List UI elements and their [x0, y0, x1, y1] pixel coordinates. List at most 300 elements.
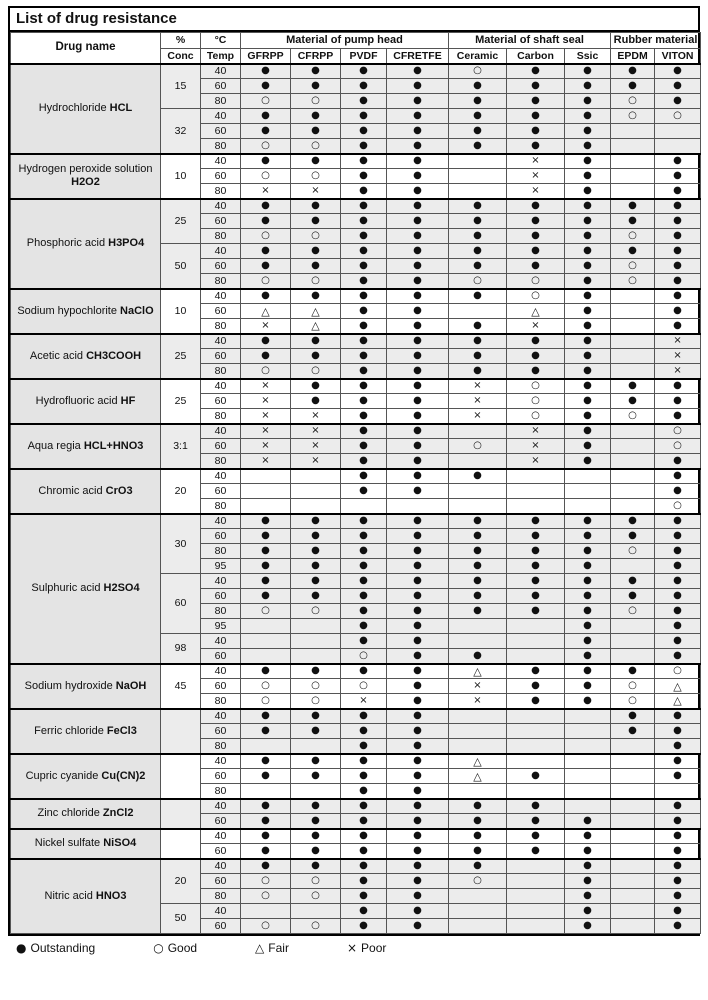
rating-cell: ● [449, 109, 507, 124]
pump-head-group-header: Material of pump head [241, 33, 449, 49]
rating-cell: ● [655, 814, 701, 829]
rating-cell [611, 439, 655, 454]
rating-cell: ● [241, 154, 291, 169]
rating-cell: ● [655, 574, 701, 589]
rating-cell: ● [611, 664, 655, 679]
shaft-seal-group-header: Material of shaft seal [449, 33, 611, 49]
rating-cell: ● [341, 829, 387, 844]
rating-cell: ● [387, 634, 449, 649]
temp-cell: 80 [201, 499, 241, 514]
rating-cell: ● [387, 304, 449, 319]
rating-cell: ○ [241, 889, 291, 904]
rating-cell: ● [241, 259, 291, 274]
rating-cell: ○ [449, 274, 507, 289]
rating-cell: ● [565, 574, 611, 589]
rating-cell: ● [449, 349, 507, 364]
rating-cell [507, 709, 565, 724]
rating-cell: ● [655, 274, 701, 289]
rating-cell: ● [341, 139, 387, 154]
temp-cell: 40 [201, 64, 241, 79]
temp-cell: 60 [201, 769, 241, 784]
conc-cell: 45 [161, 664, 201, 709]
temp-header: Temp [201, 48, 241, 64]
temp-cell: 80 [201, 604, 241, 619]
rating-cell [507, 469, 565, 484]
rating-cell: ○ [611, 544, 655, 559]
rating-cell [241, 904, 291, 919]
temp-cell: 60 [201, 439, 241, 454]
rating-cell: ● [341, 289, 387, 304]
rating-cell [611, 334, 655, 349]
rating-cell: ○ [241, 919, 291, 934]
rating-cell: × [291, 409, 341, 424]
rating-cell: ○ [291, 604, 341, 619]
fair-symbol: △ [255, 941, 265, 956]
rating-cell: × [507, 454, 565, 469]
rating-cell: ● [507, 364, 565, 379]
rating-cell: ● [341, 784, 387, 799]
table-row [11, 709, 701, 724]
rating-cell: ● [655, 244, 701, 259]
header-row-top [11, 33, 701, 49]
rating-cell: ● [565, 544, 611, 559]
rating-cell: ● [655, 514, 701, 529]
rating-cell: ● [387, 349, 449, 364]
rating-cell [241, 739, 291, 754]
drug-name-header: Drug name [11, 33, 161, 64]
rating-cell: ● [241, 799, 291, 814]
rating-cell: × [507, 154, 565, 169]
rating-cell: ○ [291, 139, 341, 154]
rating-cell: ● [449, 214, 507, 229]
rating-cell: × [449, 409, 507, 424]
rating-cell: ● [341, 574, 387, 589]
rating-cell: ● [655, 319, 701, 334]
rating-cell: ● [611, 394, 655, 409]
temp-cell: 40 [201, 334, 241, 349]
col-header-ssic: Ssic [565, 48, 611, 64]
rating-cell: ● [387, 469, 449, 484]
rating-cell: ○ [611, 94, 655, 109]
rating-cell: ● [449, 589, 507, 604]
rating-cell: ● [611, 709, 655, 724]
rating-cell [565, 484, 611, 499]
conc-cell: 30 [161, 514, 201, 574]
rating-cell: ● [387, 244, 449, 259]
rating-cell: ● [387, 439, 449, 454]
rating-cell [507, 619, 565, 634]
drug-name-cell: Hydrofluoric acid HF [11, 379, 161, 424]
rating-cell [611, 124, 655, 139]
good-symbol: ○ [153, 941, 164, 956]
rating-cell: ○ [507, 409, 565, 424]
rating-cell: ○ [449, 64, 507, 79]
rating-cell: ● [565, 154, 611, 169]
rating-cell: ● [241, 574, 291, 589]
rating-cell: ● [341, 799, 387, 814]
rating-cell: ● [241, 844, 291, 859]
rating-cell: ● [655, 919, 701, 934]
rating-cell: ● [241, 709, 291, 724]
rating-cell: ● [387, 109, 449, 124]
rating-cell: ○ [507, 379, 565, 394]
col-header-epdm: EPDM [611, 48, 655, 64]
rating-cell: ● [449, 559, 507, 574]
rating-cell: ● [507, 664, 565, 679]
rating-cell [507, 499, 565, 514]
rating-cell: ● [341, 529, 387, 544]
temp-cell: 60 [201, 394, 241, 409]
rating-cell: △ [241, 304, 291, 319]
rating-cell: ● [655, 799, 701, 814]
rating-cell: ● [565, 304, 611, 319]
rating-cell: ● [387, 124, 449, 139]
rating-cell: ○ [241, 874, 291, 889]
rating-cell: ● [387, 409, 449, 424]
rating-cell: ○ [611, 679, 655, 694]
legend [8, 936, 700, 955]
rating-cell: × [655, 364, 701, 379]
rating-cell: ● [291, 574, 341, 589]
rating-cell: ○ [341, 679, 387, 694]
temp-cell: 60 [201, 724, 241, 739]
poor-label: Poor [361, 941, 387, 956]
rating-cell: ● [387, 559, 449, 574]
rating-cell: ● [449, 334, 507, 349]
conc-cell: 25 [161, 199, 201, 244]
rating-cell: ● [565, 169, 611, 184]
table-row [11, 829, 701, 844]
rating-cell: ● [565, 874, 611, 889]
rating-cell: ● [565, 649, 611, 664]
rating-cell [449, 889, 507, 904]
rating-cell: △ [449, 769, 507, 784]
rating-cell: ● [655, 454, 701, 469]
rating-cell [291, 649, 341, 664]
temp-cell: 60 [201, 679, 241, 694]
rating-cell: × [291, 184, 341, 199]
temp-cell: 40 [201, 154, 241, 169]
rating-cell [449, 724, 507, 739]
rating-cell: ● [507, 844, 565, 859]
drug-resistance-document [8, 6, 700, 936]
rating-cell: ● [341, 889, 387, 904]
resistance-table [10, 32, 701, 934]
rating-cell [611, 889, 655, 904]
rating-cell: ○ [655, 499, 701, 514]
rating-cell [241, 619, 291, 634]
rating-cell: ● [341, 664, 387, 679]
rating-cell: ● [387, 649, 449, 664]
rating-cell [449, 904, 507, 919]
rating-cell [291, 784, 341, 799]
rating-cell [449, 154, 507, 169]
rating-cell [291, 739, 341, 754]
table-row [11, 64, 701, 79]
temp-cell: 40 [201, 199, 241, 214]
page-title: List of drug resistance [10, 8, 698, 32]
col-header-pvdf: PVDF [341, 48, 387, 64]
legend-item-fair [255, 941, 289, 955]
rating-cell: ● [341, 424, 387, 439]
rating-cell: ● [449, 79, 507, 94]
rating-cell: ● [565, 199, 611, 214]
rating-cell: ● [507, 94, 565, 109]
rating-cell: ● [291, 259, 341, 274]
rating-cell: × [449, 379, 507, 394]
drug-name-cell: Sulphuric acid H2SO4 [11, 514, 161, 664]
rating-cell: ● [655, 544, 701, 559]
rating-cell: ● [449, 229, 507, 244]
rating-cell [449, 484, 507, 499]
rating-cell: ● [565, 394, 611, 409]
rating-cell [655, 784, 701, 799]
rating-cell: ● [291, 544, 341, 559]
table-row [11, 289, 701, 304]
rating-cell: ● [507, 199, 565, 214]
temp-cell: 40 [201, 574, 241, 589]
rating-cell [507, 904, 565, 919]
rating-cell: ● [655, 739, 701, 754]
rating-cell: ● [611, 589, 655, 604]
conc-cell: 10 [161, 289, 201, 334]
rating-cell: ● [341, 919, 387, 934]
rating-cell: ○ [291, 274, 341, 289]
table-header [11, 33, 701, 64]
rating-cell: ● [341, 409, 387, 424]
rating-cell: × [241, 424, 291, 439]
rating-cell: ● [241, 199, 291, 214]
legend-item-outstanding [16, 941, 95, 955]
rating-cell [507, 724, 565, 739]
rating-cell: ● [241, 529, 291, 544]
rating-cell: ● [387, 154, 449, 169]
rating-cell: ● [565, 109, 611, 124]
rating-cell: ● [341, 334, 387, 349]
temp-cell: 60 [201, 529, 241, 544]
rating-cell: × [507, 184, 565, 199]
rating-cell: ● [655, 619, 701, 634]
rating-cell [507, 484, 565, 499]
rating-cell: ● [655, 169, 701, 184]
rating-cell: ● [291, 754, 341, 769]
rating-cell: ● [655, 604, 701, 619]
rating-cell: ● [565, 229, 611, 244]
rating-cell: ● [387, 724, 449, 739]
rating-cell: ● [387, 454, 449, 469]
temp-cell: 80 [201, 319, 241, 334]
rating-cell: ● [655, 769, 701, 784]
rating-cell: ● [291, 154, 341, 169]
rating-cell: × [291, 424, 341, 439]
rating-cell: ● [387, 604, 449, 619]
rating-cell [241, 649, 291, 664]
rating-cell: ● [341, 79, 387, 94]
temp-cell: 40 [201, 904, 241, 919]
rating-cell: ● [241, 814, 291, 829]
col-header-gfrpp: GFRPP [241, 48, 291, 64]
rating-cell: × [655, 349, 701, 364]
rating-cell: ● [507, 589, 565, 604]
rating-cell: ● [565, 619, 611, 634]
rating-cell: ● [507, 799, 565, 814]
rating-cell: ● [449, 199, 507, 214]
rating-cell: ● [387, 394, 449, 409]
rating-cell: ● [507, 79, 565, 94]
rating-cell [291, 484, 341, 499]
rating-cell: ● [341, 109, 387, 124]
rating-cell: ● [565, 244, 611, 259]
rating-cell: ● [387, 259, 449, 274]
rating-cell: × [291, 439, 341, 454]
table-row [11, 469, 701, 484]
table-row [11, 379, 701, 394]
rating-cell: ○ [341, 649, 387, 664]
drug-name-cell: Sodium hypochlorite NaClO [11, 289, 161, 334]
col-header-cfrpp: CFRPP [291, 48, 341, 64]
rating-cell: ● [449, 364, 507, 379]
rating-cell: ● [241, 514, 291, 529]
outstanding-symbol: ● [16, 941, 27, 956]
rating-cell [611, 319, 655, 334]
rating-cell: ● [507, 139, 565, 154]
temp-cell: 40 [201, 829, 241, 844]
rating-cell: ● [341, 904, 387, 919]
rating-cell: × [291, 454, 341, 469]
rating-cell [241, 484, 291, 499]
rating-cell: ● [387, 214, 449, 229]
rating-cell: ● [655, 379, 701, 394]
rating-cell: ● [291, 559, 341, 574]
temp-cell: 80 [201, 409, 241, 424]
rating-cell [611, 364, 655, 379]
rating-cell: ● [655, 214, 701, 229]
rating-cell: ● [387, 829, 449, 844]
rating-cell: ● [565, 454, 611, 469]
rating-cell: ● [291, 109, 341, 124]
rating-cell [611, 349, 655, 364]
rating-cell: ● [655, 904, 701, 919]
rating-cell: ● [241, 349, 291, 364]
conc-header: Conc [161, 48, 201, 64]
rating-cell: △ [291, 319, 341, 334]
rating-cell: ● [449, 574, 507, 589]
rating-cell: ● [507, 679, 565, 694]
rating-cell: ● [341, 859, 387, 874]
temp-cell: 80 [201, 229, 241, 244]
rating-cell: ● [507, 829, 565, 844]
rating-cell [449, 739, 507, 754]
rating-cell: ● [241, 829, 291, 844]
rating-cell: ● [655, 289, 701, 304]
table-row [11, 514, 701, 529]
rating-cell: ○ [655, 109, 701, 124]
rating-cell: × [241, 439, 291, 454]
rating-cell: ● [341, 274, 387, 289]
rating-cell: ● [291, 214, 341, 229]
drug-name-cell: Hydrochloride HCL [11, 64, 161, 154]
rating-cell: ● [387, 784, 449, 799]
rating-cell: ● [655, 589, 701, 604]
rating-cell: ● [507, 574, 565, 589]
rating-cell [241, 784, 291, 799]
rating-cell: ● [387, 379, 449, 394]
rating-cell: ● [565, 409, 611, 424]
temp-cell: 40 [201, 469, 241, 484]
rating-cell: ○ [611, 109, 655, 124]
rating-cell: ● [507, 229, 565, 244]
rating-cell [507, 649, 565, 664]
rating-cell: ● [655, 154, 701, 169]
drug-name-cell: Nitric acid HNO3 [11, 859, 161, 934]
rating-cell: ● [655, 889, 701, 904]
rating-cell: ○ [291, 889, 341, 904]
rating-cell: ● [241, 859, 291, 874]
rating-cell: ● [241, 544, 291, 559]
rating-cell: ● [449, 289, 507, 304]
rating-cell: ● [387, 619, 449, 634]
rating-cell [611, 649, 655, 664]
rating-cell [507, 859, 565, 874]
rating-cell: ● [387, 424, 449, 439]
rating-cell [611, 799, 655, 814]
rating-cell: ○ [241, 604, 291, 619]
temp-cell: 80 [201, 184, 241, 199]
rating-cell [449, 619, 507, 634]
rating-cell: ● [341, 199, 387, 214]
rating-cell: ● [565, 184, 611, 199]
rating-cell: ● [387, 199, 449, 214]
rating-cell: ● [241, 664, 291, 679]
rating-cell [611, 154, 655, 169]
temp-cell: 60 [201, 589, 241, 604]
temp-cell: 80 [201, 94, 241, 109]
rating-cell: ● [387, 289, 449, 304]
rating-cell: ● [341, 244, 387, 259]
rating-cell [387, 499, 449, 514]
rating-cell: ○ [291, 679, 341, 694]
rating-cell: ● [387, 544, 449, 559]
rating-cell: ● [241, 769, 291, 784]
temp-unit-header: °C [201, 33, 241, 49]
rating-cell: ● [241, 334, 291, 349]
rating-cell: ● [241, 289, 291, 304]
conc-cell: 25 [161, 334, 201, 379]
rating-cell: ○ [291, 169, 341, 184]
rating-cell: × [507, 169, 565, 184]
rating-cell [611, 904, 655, 919]
rating-cell: ● [341, 769, 387, 784]
rating-cell [291, 499, 341, 514]
rating-cell: × [241, 394, 291, 409]
rating-cell: ● [507, 604, 565, 619]
rating-cell [611, 919, 655, 934]
rating-cell: ○ [291, 364, 341, 379]
temp-cell: 40 [201, 289, 241, 304]
rating-cell [611, 814, 655, 829]
rating-cell: ● [507, 124, 565, 139]
rating-cell: ● [565, 319, 611, 334]
temp-cell: 80 [201, 139, 241, 154]
rating-cell: ● [565, 349, 611, 364]
rating-cell: ○ [449, 439, 507, 454]
rating-cell: ● [507, 244, 565, 259]
conc-cell: 60 [161, 574, 201, 634]
rating-cell: ● [507, 559, 565, 574]
rating-cell: ● [291, 529, 341, 544]
rating-cell: ● [387, 64, 449, 79]
rating-cell: ● [241, 724, 291, 739]
